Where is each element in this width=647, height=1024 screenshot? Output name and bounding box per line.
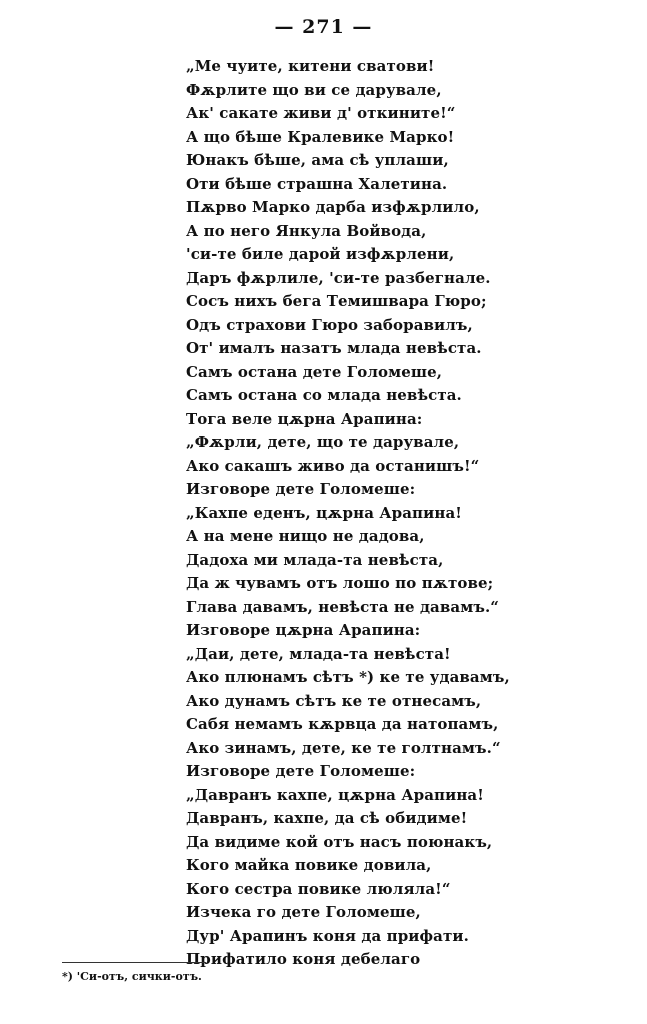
poem-line: Пѫрво Марко дарба изфѫрлило,: [186, 198, 480, 216]
poem-line: От' ималъ назатъ млада невѣста.: [186, 339, 482, 357]
poem-line: Кого сестра повике люляла!“: [186, 879, 451, 898]
poem-text: [186, 55, 510, 972]
poem-line: Даръ фѫрлиле, 'си-те разбегнале.: [186, 268, 491, 287]
poem-line: „Даи, дете, млада-та невѣста!: [186, 644, 451, 663]
poem-line: Кого майка повике довила,: [186, 856, 432, 874]
poem-line: А по него Янкула Войвода,: [186, 221, 427, 240]
poem-line: А на мене нищо не дадова,: [186, 527, 425, 545]
poem-line: Давранъ, кахпе, да сѣ обидиме!: [186, 809, 468, 827]
poem-line: Прифатило коня дебелаго: [186, 950, 421, 968]
page-number: — 271 —: [274, 16, 373, 38]
poem-line: „Кахпе еденъ, цѫрна Арапина!: [186, 503, 462, 522]
poem-line: Дур' Арапинъ коня да прифати.: [186, 926, 469, 945]
poem-line: Ако зинамъ, дете, ке те голтнамъ.“: [186, 738, 501, 757]
poem-line: Изговоре дете Голомеше:: [186, 480, 416, 498]
poem-line: „Ме чуите, китени сватови!: [186, 57, 435, 75]
poem-line: Да ж чувамъ отъ лошо по пѫтове;: [186, 574, 494, 592]
poem-line: 'си-те биле дарой изфѫрлени,: [186, 245, 455, 263]
poem-line: Да видиме кой отъ насъ поюнакъ,: [186, 832, 493, 851]
poem-line: Сосъ нихъ бега Темишвара Гюро;: [186, 292, 487, 310]
poem-line: „Фѫрли, дете, що те дарувале,: [186, 433, 460, 451]
poem-line: Сабя немамъ кѫрвца да натопамъ,: [186, 715, 499, 733]
poem-line: Ако плюнамъ сѣтъ *) ке те удавамъ,: [186, 668, 510, 686]
poem-line: Изговоре дете Голомеше:: [186, 762, 416, 780]
poem-line: Фѫрлите що ви се дарувале,: [186, 80, 442, 99]
poem-line: А що бѣше Кралевике Марко!: [186, 127, 455, 146]
poem-line: Изговоре цѫрна Арапина:: [186, 621, 421, 639]
poem-line: Глава давамъ, невѣста не давамъ.“: [186, 597, 500, 616]
poem-line: Юнакъ бѣше, ама сѣ уплаши,: [186, 151, 449, 169]
poem-line: Тога веле цѫрна Арапина:: [186, 409, 423, 428]
footnote: *) 'Си-отъ, сички-отъ.: [62, 970, 202, 983]
poem-line: Ако дунамъ сѣтъ ке те отнесамъ,: [186, 691, 482, 710]
poem-line: Одъ страхови Гюро заборавилъ,: [186, 315, 473, 334]
poem-line: Оти бѣше страшна Халетина.: [186, 174, 448, 193]
poem-line: „Давранъ кахпе, цѫрна Арапина!: [186, 785, 484, 804]
poem-line: Самъ остана со млада невѣста.: [186, 386, 462, 404]
poem-line: Дадоха ми млада-та невѣста,: [186, 550, 444, 569]
poem-line: Ако сакашъ живо да останишъ!“: [186, 456, 480, 475]
poem-line: Изчека го дете Голомеше,: [186, 903, 421, 921]
poem-line: Ак' сакате живи д' откините!“: [186, 104, 456, 122]
footnote-divider: [62, 962, 206, 963]
poem-line: Самъ остана дете Голомеше,: [186, 362, 443, 381]
